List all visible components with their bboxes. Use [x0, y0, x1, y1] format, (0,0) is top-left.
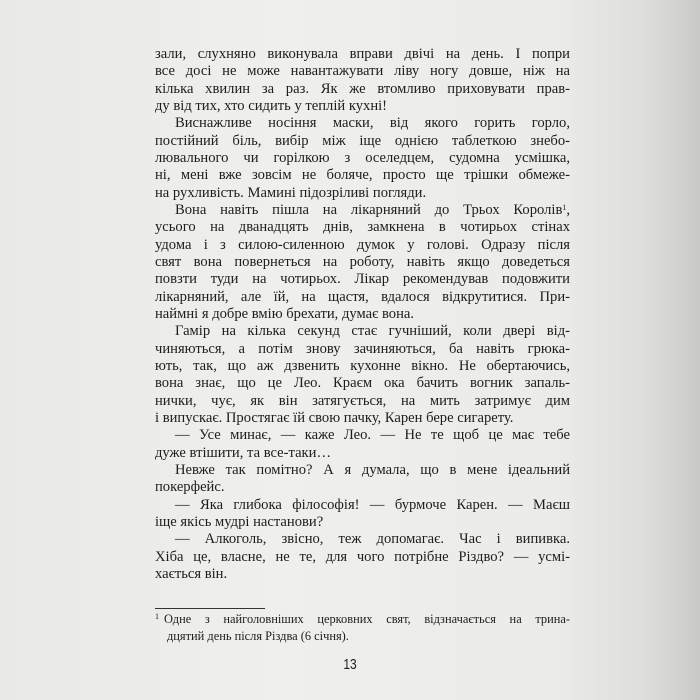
text-line-content: — Яка глибока філософія! — бурмоче Карен. — Маєш: [175, 496, 570, 513]
text-line: [155, 289, 570, 306]
text-line-content: Невже так помітно? А я думала, що в мене ідеальний: [175, 461, 570, 478]
text-line-content: хається він.: [155, 565, 228, 582]
text-line-content: Хіба це, власне, не те, для чого потрібне Різдво? — усмі-: [155, 548, 570, 565]
text-line-content: лікарняний, але їй, на щастя, вдалося відкрутитися. При-: [155, 288, 570, 305]
text-line-content: Гамір на кілька секунд стає гучніший, коли двері від-: [175, 323, 570, 340]
text-line: [155, 549, 570, 566]
text-line-content: Вона навіть пішла на лікарняний до Трьох Королів: [175, 201, 563, 218]
text-line: [155, 115, 570, 132]
text-line: [155, 150, 570, 167]
footnote-reference: 1: [562, 202, 567, 212]
text-line-content: усього на дванадцять днів, замкнена в чотирьох стінах: [155, 219, 570, 236]
text-line: [155, 497, 570, 514]
text-line: [155, 306, 570, 323]
text-line: [155, 479, 570, 496]
text-line: [155, 81, 570, 98]
text-line: [155, 358, 570, 375]
text-line: [155, 46, 570, 63]
text-line: [155, 185, 570, 202]
text-line-content: удома і з силою-силенною думок у голові. Одразу після: [155, 236, 570, 253]
text-line: [155, 254, 570, 271]
text-line: [155, 63, 570, 80]
text-line: [155, 375, 570, 392]
text-line-content: вона знає, що це Лео. Краєм ока бачить вогник запаль-: [155, 375, 570, 392]
text-line-content: наймні я добре вмію брехати, думає вона.: [155, 305, 415, 322]
text-line-content: ні, мені вже зовсім не боляче, просто ще трішки обмеже-: [155, 167, 570, 184]
text-line: [155, 514, 570, 531]
text-line-content: на рухливість. Мамині підозріливі погляди.: [155, 184, 427, 201]
text-line-content: і випускає. Простягає їй свою пачку, Карен бере сигарету.: [155, 409, 514, 426]
text-line: [155, 427, 570, 444]
text-line-content: ють, так, що аж дзвенить кухонне вікно. Не обертаючись,: [155, 357, 570, 374]
footnote: [155, 611, 570, 645]
text-line-content: іще якісь мудрі настанови?: [155, 513, 324, 530]
text-line: Вона навіть пішла на лікарняний до Трьох Королів$^1$,: [175, 201, 570, 218]
text-line-content: покерфейс.: [155, 479, 225, 496]
text-line-content: Виснажливе носіння маски, від якого горить горло,: [175, 115, 570, 132]
text-line-content: повзти туди на чотирьох. Лікар рекомендував подовжити: [155, 271, 570, 288]
text-line: [155, 271, 570, 288]
text-line: [155, 133, 570, 150]
text-line: [155, 445, 570, 462]
footnote-divider: [155, 608, 265, 609]
text-line: [155, 167, 570, 184]
text-line: [155, 566, 570, 583]
text-line-content: зали, слухняно виконувала вправи двічі на день. І попри: [155, 46, 570, 62]
footnote-line-1: [155, 611, 570, 628]
text-line-content: дуже втішити, та все-таки…: [155, 444, 332, 461]
footnote-text: Одне з найголовніших церковних свят, відзначається на трина-: [164, 612, 570, 626]
text-line: [155, 98, 570, 115]
text-line-content: все досі не може навантажувати ліву ногу довше, ніж на: [155, 63, 570, 80]
text-line-content: нички, чує, як він затягується, на мить затримує дим: [155, 392, 570, 409]
text-line: [155, 410, 570, 427]
body-text: [155, 46, 570, 583]
text-line-content: свят вона повернеться на роботу, навіть якщо доведеться: [155, 253, 570, 270]
text-line: [155, 462, 570, 479]
text-line: [155, 341, 570, 358]
footnote-marker: 1: [155, 612, 159, 621]
text-line: [155, 531, 570, 548]
text-line-content: постійний біль, вибір між іще однією таблеткою знебо-: [155, 132, 570, 149]
text-line-content: лювального чи горілкою з оселедцем, судомна усмішка,: [155, 149, 570, 166]
text-line: [155, 323, 570, 340]
text-line-content: — Алкоголь, звісно, теж допомагає. Час і випивка.: [175, 531, 570, 548]
text-line: [155, 219, 570, 236]
page-number: 13: [343, 656, 357, 673]
text-line-content: — Усе минає, — каже Лео. — Не те щоб це має тебе: [175, 427, 570, 444]
text-line: [155, 237, 570, 254]
text-line: [155, 393, 570, 410]
text-line-content: ду від тих, хто сидить у теплій кухні!: [155, 97, 388, 114]
footnote-line-2: дцятий день після Різдва (6 січня).: [167, 629, 349, 643]
text-line-content: чиняються, а потім знову зачиняються, ба навіть грюка-: [155, 340, 570, 357]
text-line-content: кілька хвилин за раз. Як же втомливо приховувати прав-: [155, 80, 570, 97]
